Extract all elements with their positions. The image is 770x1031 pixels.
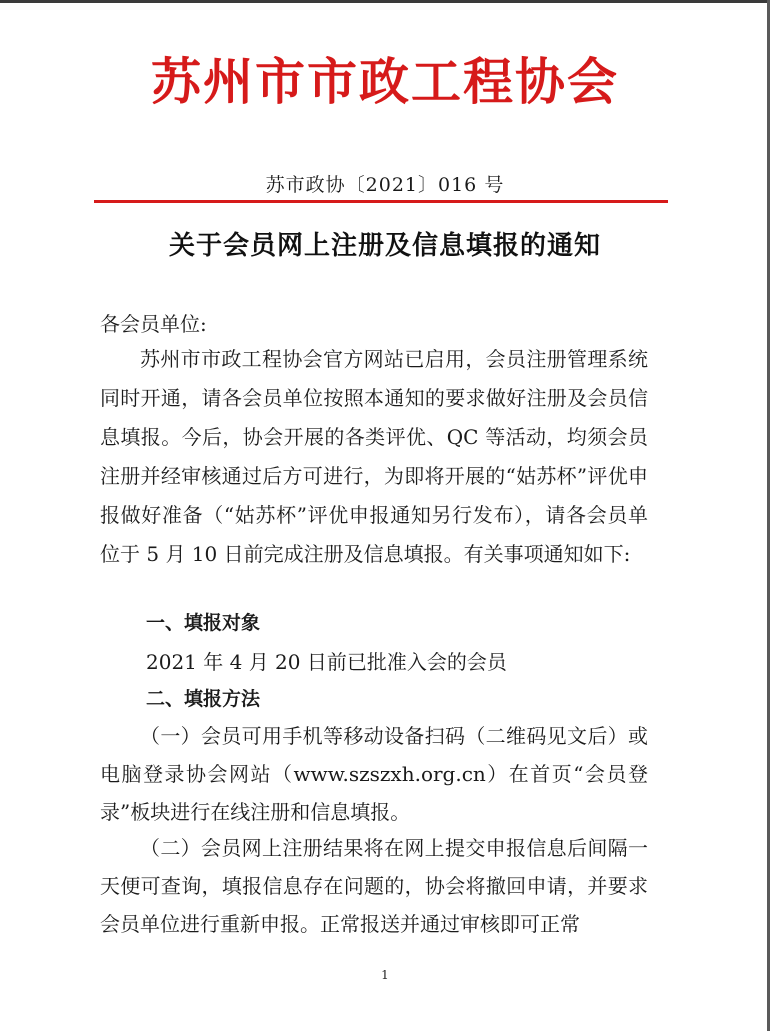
body-paragraph-intro: 苏州市市政工程协会官方网站已启用，会员注册管理系统同时开通，请各会员单位按照本通知的要求做好注册及会员信息填报。今后，协会开展的各类评优、QC 等活动，均须会员注册并经审核通过后方可进行，为即将开展的“姑苏杯”评优申报做好准备（“姑苏杯”评优申报通知另行发布），请各会员单位于 5 月 10 日前完成注册及信息填报。有关事项通知如下: — [100, 347, 648, 566]
notice-title: 关于会员网上注册及信息填报的通知 — [168, 231, 601, 261]
section-text-targets: 2021 年 4 月 20 日前已批准入会的会员 — [146, 650, 507, 674]
body-paragraph-method-1: （一）会员可用手机等移动设备扫码（二维码见文后）或电脑登录协会网站（www.szszxh.org.cn）在首页“会员登录”板块进行在线注册和信息填报。 — [100, 724, 648, 824]
salutation: 各会员单位: — [100, 312, 207, 336]
letterhead-org-title: 苏州市市政工程协会 — [151, 52, 619, 111]
scan-edge-top — [0, 0, 770, 3]
section-heading-targets: 一、填报对象 — [146, 612, 261, 634]
section-heading-method: 二、填报方法 — [146, 688, 261, 710]
letterhead-red-rule — [94, 200, 668, 203]
document-number: 苏市政协〔2021〕016 号 — [265, 174, 505, 196]
body-paragraph-method-2: （二）会员网上注册结果将在网上提交申报信息后间隔一天便可查询，填报信息存在问题的，协会将撤回申请，并要求会员单位进行重新申报。正常报送并通过审核即可正常 — [100, 836, 648, 936]
page-number: 1 — [381, 968, 389, 982]
